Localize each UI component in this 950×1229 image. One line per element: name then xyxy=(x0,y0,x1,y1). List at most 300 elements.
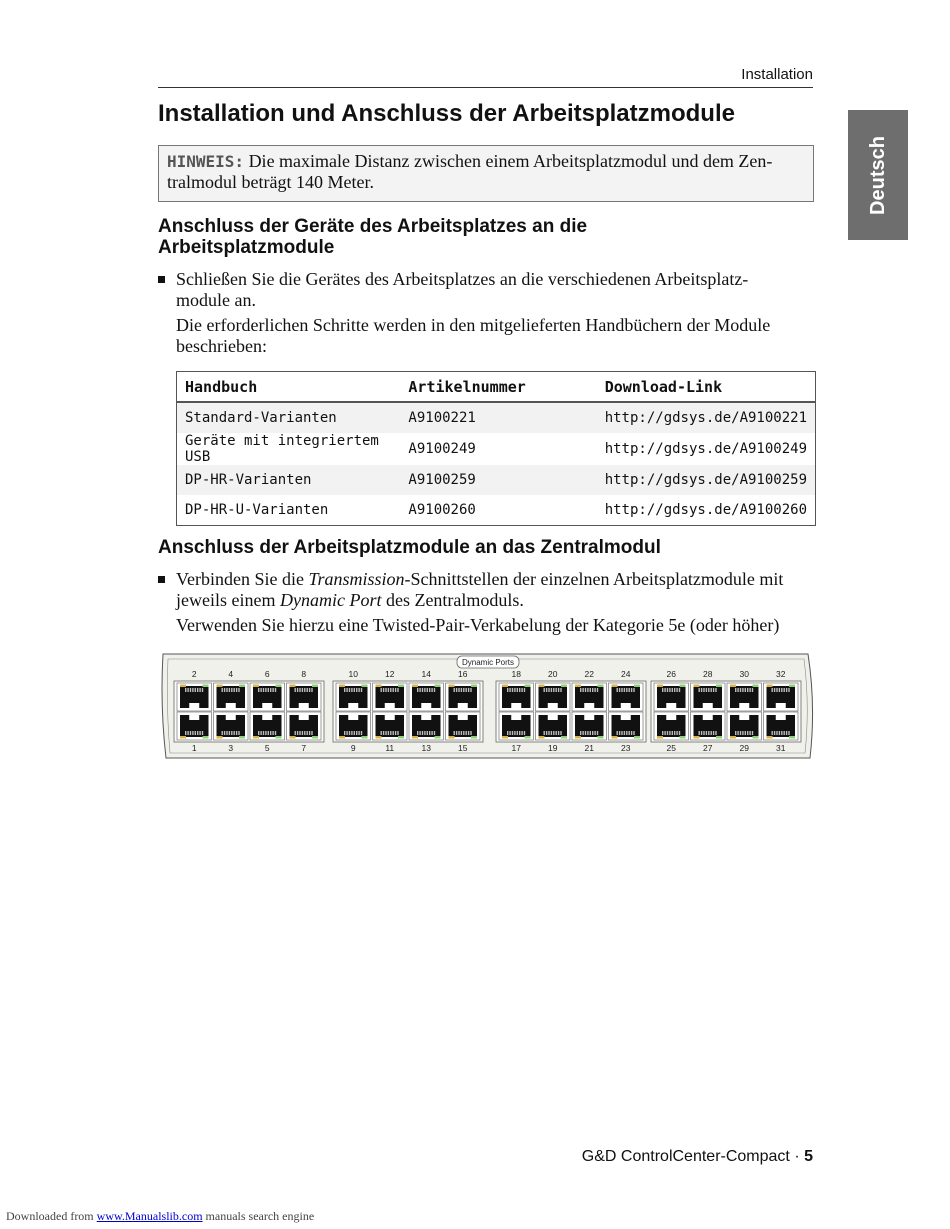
port-pin xyxy=(521,731,522,735)
port-number-label: 13 xyxy=(421,743,431,753)
port-pin xyxy=(185,731,186,735)
port-pin xyxy=(594,731,595,735)
table-cell: A9100221 xyxy=(400,402,596,433)
port-pin xyxy=(629,731,630,735)
port-led-green xyxy=(471,685,477,688)
port-pin xyxy=(202,731,203,735)
port-pin xyxy=(197,731,198,735)
port-pin xyxy=(619,688,620,692)
port-pin xyxy=(234,688,235,692)
port-led-amber xyxy=(217,736,223,739)
port-number-label: 18 xyxy=(511,669,521,679)
port-pin xyxy=(592,688,593,692)
port-pin xyxy=(776,688,777,692)
port-pin xyxy=(617,731,618,735)
column-header: Download-Link xyxy=(597,372,816,403)
port-pin xyxy=(556,688,557,692)
port-pin xyxy=(304,731,305,735)
port-pin xyxy=(199,688,200,692)
port-pin xyxy=(521,688,522,692)
port-pin xyxy=(507,731,508,735)
port-pin xyxy=(468,731,469,735)
port-pin xyxy=(381,731,382,735)
port-pin xyxy=(358,688,359,692)
port-number-label: 16 xyxy=(458,669,468,679)
port-pin xyxy=(295,731,296,735)
download-link[interactable]: http://gdsys.de/A9100221 xyxy=(597,402,816,433)
port-pin xyxy=(779,731,780,735)
port-pin xyxy=(592,731,593,735)
port-led-amber xyxy=(575,736,581,739)
port-pin xyxy=(621,688,622,692)
port-pin xyxy=(229,688,230,692)
port-led-amber xyxy=(217,685,223,688)
port-pin xyxy=(197,688,198,692)
port-pin xyxy=(238,731,239,735)
port-clip-notch xyxy=(385,703,395,708)
port-pin xyxy=(202,688,203,692)
port-pin xyxy=(509,688,510,692)
port-pin xyxy=(234,731,235,735)
port-led-green xyxy=(435,685,441,688)
port-pin xyxy=(776,731,777,735)
port-clip-notch xyxy=(299,715,309,720)
port-led-green xyxy=(525,736,531,739)
port-led-green xyxy=(362,685,368,688)
port-pin xyxy=(383,731,384,735)
port-pin xyxy=(742,688,743,692)
table-cell: A9100249 xyxy=(400,433,596,465)
port-pin xyxy=(509,731,510,735)
port-led-green xyxy=(634,685,640,688)
port-pin xyxy=(747,688,748,692)
port-pin xyxy=(395,688,396,692)
note-box xyxy=(158,145,814,202)
port-clip-notch xyxy=(385,715,395,720)
port-pin xyxy=(711,731,712,735)
port-pin xyxy=(708,731,709,735)
port-pin xyxy=(354,731,355,735)
port-pin xyxy=(195,688,196,692)
table-row xyxy=(177,433,816,465)
port-pin xyxy=(458,688,459,692)
rj45-port xyxy=(287,683,322,711)
rj45-port xyxy=(214,683,249,711)
port-pin xyxy=(585,688,586,692)
port-pin xyxy=(431,688,432,692)
port-pin xyxy=(299,688,300,692)
port-pin xyxy=(260,731,261,735)
port-pin xyxy=(551,688,552,692)
section-heading-central-module: Anschluss der Arbeitsplatzmodule an das Zentralmodul xyxy=(158,537,661,558)
port-number-label: 28 xyxy=(703,669,713,679)
port-pin xyxy=(664,688,665,692)
port-pin xyxy=(388,688,389,692)
port-pin xyxy=(424,688,425,692)
port-number-label: 7 xyxy=(301,743,307,753)
table-cell: A9100260 xyxy=(400,495,596,526)
port-pin xyxy=(786,731,787,735)
port-pin xyxy=(745,731,746,735)
port-pin xyxy=(434,688,435,692)
port-pin xyxy=(631,688,632,692)
port-number-label: 14 xyxy=(421,669,431,679)
port-pin xyxy=(560,688,561,692)
port-led-green xyxy=(362,736,368,739)
port-led-green xyxy=(525,685,531,688)
port-pin xyxy=(187,688,188,692)
port-pin xyxy=(226,731,227,735)
port-number-label: 26 xyxy=(666,669,676,679)
port-pin xyxy=(356,731,357,735)
port-pin xyxy=(429,731,430,735)
port-pin xyxy=(517,688,518,692)
port-clip-notch xyxy=(348,703,358,708)
port-pin xyxy=(626,731,627,735)
port-pin xyxy=(752,688,753,692)
port-pin xyxy=(265,731,266,735)
page-number: 5 xyxy=(804,1148,813,1165)
port-number-label: 24 xyxy=(621,669,631,679)
port-pin xyxy=(427,731,428,735)
port-number-label: 17 xyxy=(511,743,521,753)
port-pin xyxy=(468,688,469,692)
port-number-label: 25 xyxy=(666,743,676,753)
port-pin xyxy=(309,731,310,735)
port-pin xyxy=(514,688,515,692)
port-pin xyxy=(344,688,345,692)
port-pin xyxy=(735,688,736,692)
port-pin xyxy=(544,688,545,692)
port-pin xyxy=(624,688,625,692)
rj45-port xyxy=(373,712,408,740)
port-clip-notch xyxy=(621,703,631,708)
port-pin xyxy=(582,688,583,692)
port-pin xyxy=(633,731,634,735)
port-clip-notch xyxy=(299,703,309,708)
port-pin xyxy=(590,688,591,692)
port-pin xyxy=(779,688,780,692)
port-pin xyxy=(297,731,298,735)
port-pin xyxy=(617,688,618,692)
port-pin xyxy=(349,731,350,735)
port-pin xyxy=(302,731,303,735)
port-pin xyxy=(393,731,394,735)
port-led-amber xyxy=(412,685,418,688)
port-pin xyxy=(427,688,428,692)
port-led-green xyxy=(561,736,567,739)
port-led-amber xyxy=(657,736,663,739)
port-led-green xyxy=(716,736,722,739)
bullet-text-connect-ports xyxy=(176,569,806,611)
port-pin xyxy=(304,688,305,692)
port-pin xyxy=(231,731,232,735)
port-pin xyxy=(295,688,296,692)
port-pin xyxy=(587,688,588,692)
port-pin xyxy=(195,731,196,735)
port-clip-notch xyxy=(584,715,594,720)
port-pin xyxy=(238,688,239,692)
port-pin xyxy=(461,731,462,735)
port-clip-notch xyxy=(703,703,713,708)
port-pin xyxy=(546,731,547,735)
column-header: Artikelnummer xyxy=(400,372,596,403)
port-clip-notch xyxy=(421,715,431,720)
port-led-green xyxy=(398,736,404,739)
download-link[interactable]: http://gdsys.de/A9100249 xyxy=(597,433,816,465)
port-number-label: 10 xyxy=(348,669,358,679)
text-fragment: -Schnittstellen der einzelnen Arbeitsplatzmodule mit jeweils einem xyxy=(176,569,784,610)
section-heading-devices: Anschluss der Geräte des Arbeitsplatzes an die Arbeitsplatzmodule xyxy=(158,216,588,258)
download-prefix: Downloaded from xyxy=(6,1209,97,1223)
port-clip-notch xyxy=(226,703,236,708)
port-pin xyxy=(229,731,230,735)
port-pin xyxy=(270,731,271,735)
port-pin xyxy=(344,731,345,735)
port-pin xyxy=(258,731,259,735)
port-led-green xyxy=(471,736,477,739)
port-pin xyxy=(772,688,773,692)
port-pin xyxy=(784,688,785,692)
port-pin xyxy=(740,731,741,735)
port-pin xyxy=(701,731,702,735)
port-led-amber xyxy=(253,685,259,688)
port-pin xyxy=(395,731,396,735)
port-pin xyxy=(466,731,467,735)
port-pin xyxy=(546,688,547,692)
port-led-amber xyxy=(657,685,663,688)
port-pin xyxy=(772,731,773,735)
port-pin xyxy=(263,688,264,692)
port-pin xyxy=(597,688,598,692)
port-pin xyxy=(788,688,789,692)
port-pin xyxy=(307,731,308,735)
port-pin xyxy=(667,731,668,735)
port-pin xyxy=(715,731,716,735)
port-pin xyxy=(548,731,549,735)
port-led-green xyxy=(203,685,209,688)
table-cell: Standard-Varianten xyxy=(177,402,401,433)
port-led-amber xyxy=(767,685,773,688)
port-led-amber xyxy=(694,736,700,739)
port-clip-notch xyxy=(189,703,199,708)
port-pin xyxy=(466,688,467,692)
port-clip-notch xyxy=(421,703,431,708)
port-pin xyxy=(236,688,237,692)
port-led-green xyxy=(789,685,795,688)
port-pin xyxy=(417,731,418,735)
rj45-port xyxy=(572,712,607,740)
rj45-port xyxy=(177,712,212,740)
port-led-green xyxy=(203,736,209,739)
port-led-green xyxy=(716,685,722,688)
port-pin xyxy=(676,688,677,692)
port-pin xyxy=(397,731,398,735)
port-pin xyxy=(713,731,714,735)
port-led-green xyxy=(398,685,404,688)
port-pin xyxy=(311,731,312,735)
port-led-amber xyxy=(730,736,736,739)
port-pin xyxy=(356,688,357,692)
port-pin xyxy=(385,731,386,735)
rj45-port xyxy=(609,683,644,711)
port-pin xyxy=(297,688,298,692)
rj45-port xyxy=(654,683,689,711)
port-led-green xyxy=(680,736,686,739)
port-pin xyxy=(662,731,663,735)
port-pin xyxy=(747,731,748,735)
download-link[interactable]: http://gdsys.de/A9100260 xyxy=(597,495,816,526)
port-pin xyxy=(631,731,632,735)
port-number-label: 5 xyxy=(264,743,270,753)
port-pin xyxy=(679,731,680,735)
port-pin xyxy=(385,688,386,692)
rj45-port xyxy=(409,683,444,711)
port-pin xyxy=(185,688,186,692)
port-number-label: 23 xyxy=(621,743,631,753)
port-led-amber xyxy=(767,736,773,739)
rj45-port xyxy=(536,683,571,711)
text-fragment: des Zentralmoduls. xyxy=(381,590,524,610)
port-pin xyxy=(272,731,273,735)
port-pin xyxy=(470,731,471,735)
port-pin xyxy=(669,688,670,692)
port-pin xyxy=(424,731,425,735)
port-pin xyxy=(594,688,595,692)
port-pin xyxy=(621,731,622,735)
port-pin xyxy=(587,731,588,735)
port-clip-notch xyxy=(189,715,199,720)
port-led-amber xyxy=(539,736,545,739)
download-source-note xyxy=(6,1209,314,1224)
rj45-port xyxy=(336,712,371,740)
port-pin xyxy=(461,688,462,692)
port-pin xyxy=(629,688,630,692)
note-text: Die maximale Distanz zwischen einem Arbeitsplatzmodul und dem Zen- tralmodul beträgt 140 Meter. xyxy=(167,151,773,192)
table-cell: Geräte mit integriertem USB xyxy=(177,433,401,465)
port-pin xyxy=(311,688,312,692)
port-led-green xyxy=(598,685,604,688)
port-pin xyxy=(512,688,513,692)
port-clip-notch xyxy=(776,703,786,708)
port-clip-notch xyxy=(262,715,272,720)
port-pin xyxy=(669,731,670,735)
port-pin xyxy=(429,688,430,692)
port-led-green xyxy=(239,685,245,688)
port-pin xyxy=(737,731,738,735)
port-led-green xyxy=(680,685,686,688)
port-led-amber xyxy=(539,685,545,688)
port-led-green xyxy=(634,736,640,739)
port-clip-notch xyxy=(348,715,358,720)
port-pin xyxy=(434,731,435,735)
port-pin xyxy=(544,731,545,735)
port-number-label: 21 xyxy=(584,743,594,753)
port-pin xyxy=(662,688,663,692)
table-cell: DP-HR-U-Varianten xyxy=(177,495,401,526)
port-pin xyxy=(431,731,432,735)
port-led-amber xyxy=(612,736,618,739)
port-pin xyxy=(393,688,394,692)
port-pin xyxy=(361,688,362,692)
port-pin xyxy=(275,688,276,692)
port-pin xyxy=(633,688,634,692)
port-number-label: 9 xyxy=(350,743,356,753)
port-pin xyxy=(558,731,559,735)
port-pin xyxy=(676,731,677,735)
port-number-label: 12 xyxy=(385,669,395,679)
port-pin xyxy=(351,688,352,692)
rj45-port xyxy=(691,712,726,740)
port-clip-notch xyxy=(511,715,521,720)
port-number-label: 20 xyxy=(548,669,558,679)
port-pin xyxy=(667,688,668,692)
port-pin xyxy=(454,731,455,735)
port-pin xyxy=(349,688,350,692)
port-clip-notch xyxy=(511,703,521,708)
port-number-label: 30 xyxy=(739,669,749,679)
port-pin xyxy=(735,731,736,735)
port-led-amber xyxy=(412,736,418,739)
port-pin xyxy=(307,688,308,692)
rj45-port xyxy=(177,683,212,711)
port-led-green xyxy=(276,685,282,688)
port-pin xyxy=(265,688,266,692)
port-number-label: 3 xyxy=(228,743,234,753)
rj45-port xyxy=(214,712,249,740)
port-pin xyxy=(275,731,276,735)
port-clip-notch xyxy=(621,715,631,720)
port-led-amber xyxy=(180,685,186,688)
download-link[interactable]: http://gdsys.de/A9100259 xyxy=(597,465,816,495)
page-title: Installation und Anschluss der Arbeitsplatzmodule xyxy=(158,100,735,127)
download-suffix: manuals search engine xyxy=(202,1209,315,1223)
port-pin xyxy=(463,688,464,692)
bullet-marker xyxy=(158,576,165,583)
port-pin xyxy=(781,731,782,735)
port-pin xyxy=(679,688,680,692)
port-pin xyxy=(299,731,300,735)
port-pin xyxy=(706,688,707,692)
manualslib-link[interactable]: www.Manualslib.com xyxy=(96,1209,203,1223)
port-pin xyxy=(258,688,259,692)
port-pin xyxy=(553,731,554,735)
port-pin xyxy=(701,688,702,692)
port-pin xyxy=(351,731,352,735)
rj45-port xyxy=(250,712,285,740)
port-number-label: 8 xyxy=(301,669,307,679)
port-pin xyxy=(774,688,775,692)
table-cell: A9100259 xyxy=(400,465,596,495)
port-pin xyxy=(354,688,355,692)
port-clip-notch xyxy=(458,703,468,708)
port-pin xyxy=(190,688,191,692)
rj45-port xyxy=(250,683,285,711)
port-pin xyxy=(268,731,269,735)
port-pin xyxy=(560,731,561,735)
port-pin xyxy=(397,688,398,692)
rj45-port xyxy=(691,683,726,711)
port-pin xyxy=(740,688,741,692)
rj45-port xyxy=(727,683,762,711)
port-led-green xyxy=(598,736,604,739)
port-pin xyxy=(619,731,620,735)
port-led-amber xyxy=(376,685,382,688)
port-number-label: 31 xyxy=(776,743,786,753)
port-pin xyxy=(187,731,188,735)
port-led-amber xyxy=(694,685,700,688)
port-number-label: 11 xyxy=(385,743,395,753)
